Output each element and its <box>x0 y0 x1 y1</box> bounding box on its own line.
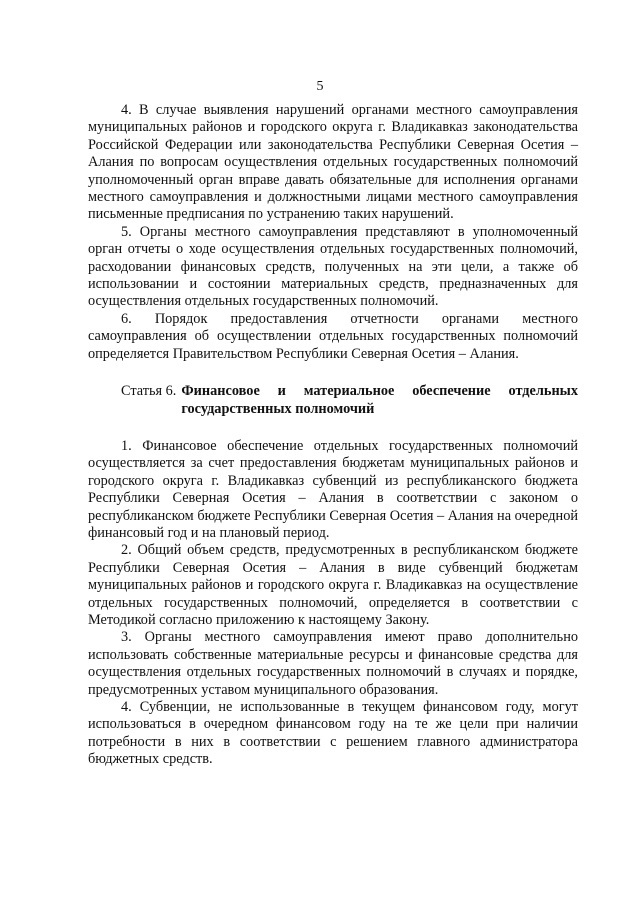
article-paragraph-4: 4. Субвенции, не использованные в текущем финансовом году, могут использоваться в очередном финансовом году на те же цели при наличии потребности в них в соответствии с решением главного администратора бюджетных средств. <box>88 699 578 768</box>
article-paragraph-3: 3. Органы местного самоуправления имеют право дополнительно использовать собственные материальные ресурсы и финансовые средства для осуществления отдельных государственных полномочий в случаях и порядке, предусмотренных уставом муниципального образования. <box>88 629 578 698</box>
paragraph-4: 4. В случае выявления нарушений органами местного самоуправления муниципальных районов и городского округа г. Владикавказ законодательства Российской Федерации или законодательства Республики Северная Осетия – Алания по вопросам осуществления отдельных государственных полномочий уполномоченный орган вправе давать обязательные для исполнения органами местного самоуправления и должностными лицами местного самоуправления письменные предписания по устранению таких нарушений. <box>88 102 578 223</box>
document-body <box>88 102 578 769</box>
article-title: Финансовое и материальное обеспечение отдельных государственных полномочий <box>181 383 578 417</box>
page-number: 5 <box>316 79 324 94</box>
paragraph-6: 6. Порядок предоставления отчетности органами местного самоуправления об осуществлении отдельных государственных полномочий определяется Правительством Республики Северная Осетия – Алания. <box>88 310 578 362</box>
article-paragraph-1: 1. Финансовое обеспечение отдельных государственных полномочий осуществляется за счет предоставления бюджетам муниципальных районов и городского округа г. Владикавказ субвенций из республиканского бюджета Республики Северная Осетия – Алания в соответствии с законом о республиканском бюджете Республики Северная Осетия – Алания на очередной финансовый год и на плановый период. <box>88 437 578 541</box>
article-label: Статья 6. <box>121 383 177 400</box>
paragraph-5: 5. Органы местного самоуправления представляют в уполномоченный орган отчеты о ходе осуществления отдельных государственных полномочий, расходовании финансовых средств, полученных на эти цели, а также об использовании и состоянии материальных средств, предназначенных для осуществления отдельных государственных полномочий. <box>88 223 578 310</box>
article-paragraph-2: 2. Общий объем средств, предусмотренных в республиканском бюджете Республики Северная Осетия – Алания в виде субвенций бюджетам муниципальных районов и городского округа г. Владикавказ на осуществление отдельных государственных полномочий, определяется в соответствии с Методикой согласно приложению к настоящему Закону. <box>88 542 578 628</box>
article-heading <box>88 383 578 418</box>
